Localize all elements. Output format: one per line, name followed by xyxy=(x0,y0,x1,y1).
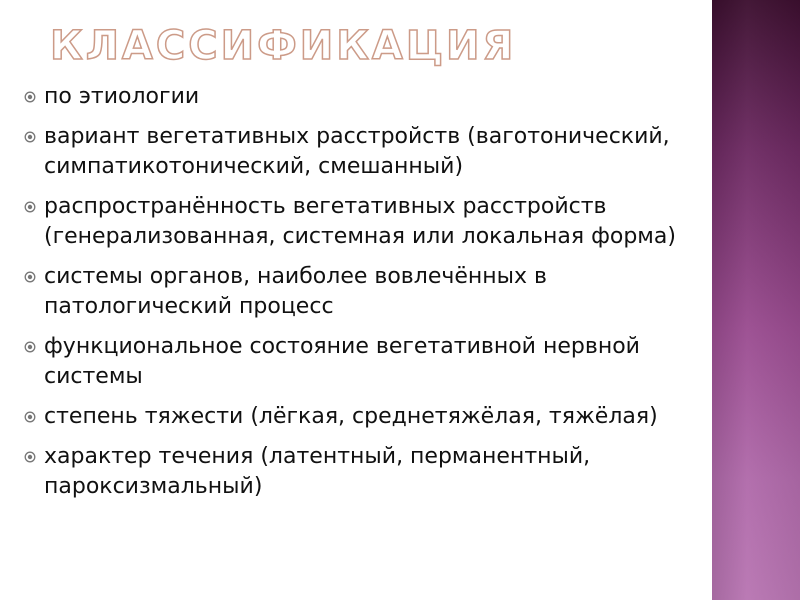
list-item xyxy=(24,262,694,322)
circle-dot-icon xyxy=(24,82,44,112)
circle-dot-icon xyxy=(24,332,44,362)
list-item xyxy=(24,402,694,432)
classification-list xyxy=(24,82,694,512)
list-item-text: распространённость вегетативных расстройств (генерализованная, системная или локальная форма) xyxy=(44,194,676,249)
circle-dot-icon xyxy=(24,262,44,292)
list-item xyxy=(24,192,694,252)
list-item xyxy=(24,82,694,112)
list-item xyxy=(24,332,694,392)
list-item xyxy=(24,122,694,182)
circle-dot-icon xyxy=(24,122,44,152)
list-item-text: функциональное состояние вегетативной нервной системы xyxy=(44,334,640,389)
list-item-text: степень тяжести (лёгкая, среднетяжёлая, тяжёлая) xyxy=(44,404,658,429)
circle-dot-icon xyxy=(24,402,44,432)
circle-dot-icon xyxy=(24,192,44,222)
list-item-text: характер течения (латентный, перманентный, пароксизмальный) xyxy=(44,444,591,499)
list-item-text: по этиологии xyxy=(44,84,200,109)
list-item-text: вариант вегетативных расстройств (ваготонический, симпатикотонический, смешанный) xyxy=(44,124,670,179)
list-item xyxy=(24,442,694,502)
circle-dot-icon xyxy=(24,442,44,472)
decorative-side-band xyxy=(712,0,800,600)
list-item-text: системы органов, наиболее вовлечённых в патологический процесс xyxy=(44,264,548,319)
slide-title: КЛАССИФИКАЦИЯ xyxy=(50,23,517,69)
